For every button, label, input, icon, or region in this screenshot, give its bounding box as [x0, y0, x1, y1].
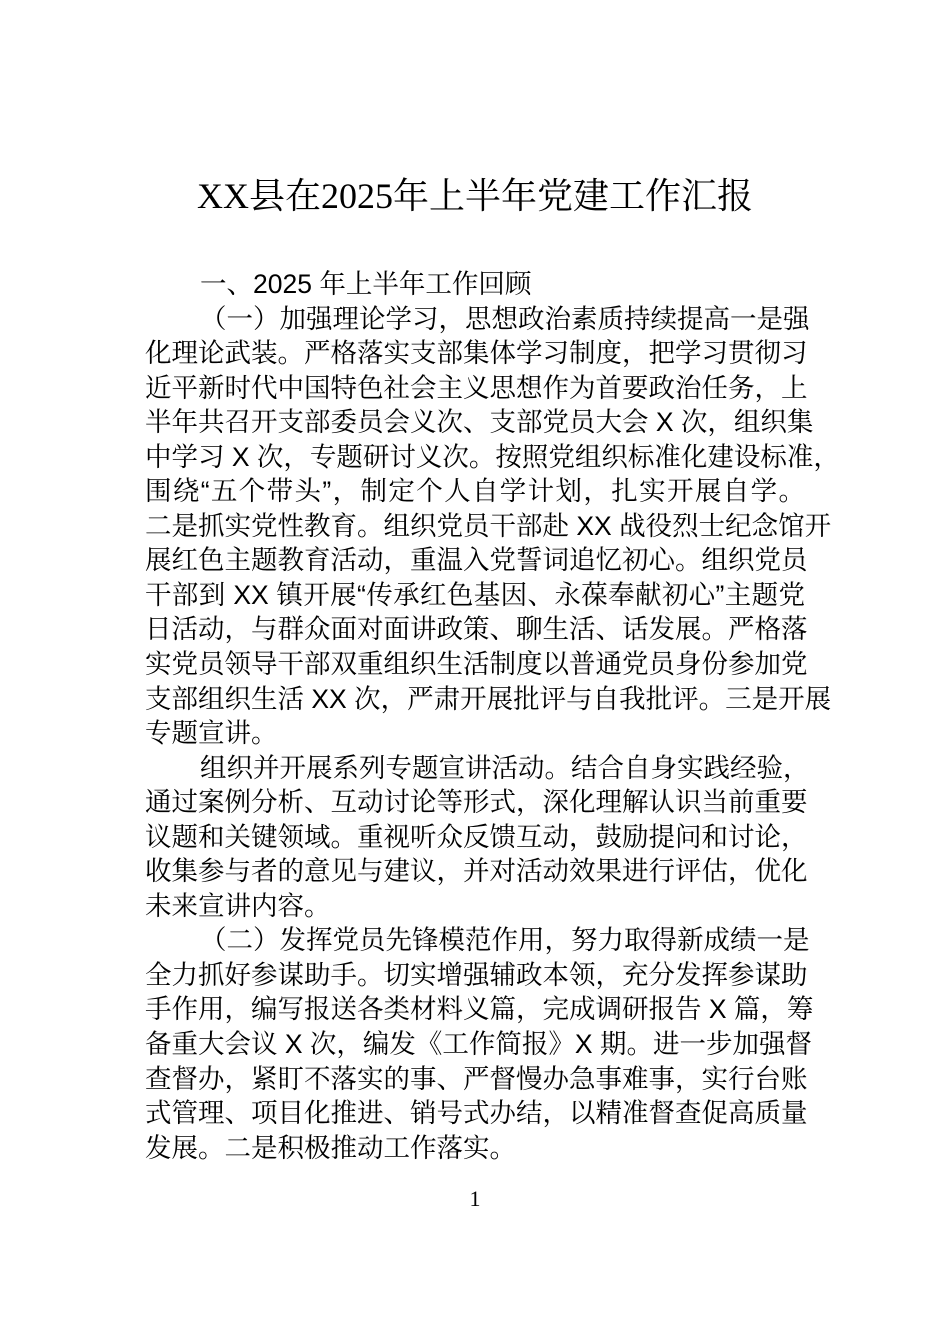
text-line: （二）发挥党员先锋模范作用，努力取得新成绩一是 — [200, 925, 810, 956]
text-line: 半年共召开支部委员会义次、支部党员大会 X 次，组织集 — [145, 407, 814, 438]
text-line: 化理论武装。严格落实支部集体学习制度，把学习贯彻习 — [145, 338, 808, 369]
text-line: 式管理、项目化推进、销号式办结，以精准督查促高质量 — [145, 1098, 808, 1129]
text-line: 支部组织生活 XX 次，严肃开展批评与自我批评。三是开展 — [145, 683, 832, 714]
text-line: 日活动，与群众面对面讲政策、聊生活、话发展。严格落 — [145, 614, 808, 645]
text-line: 展红色主题教育活动，重温入党誓词追忆初心。组织党员 — [145, 545, 808, 576]
text-line: 议题和关键领域。重视听众反馈互动，鼓励提问和讨论， — [145, 821, 808, 852]
text-line: 一、2025 年上半年工作回顾 — [200, 269, 532, 299]
page-number: 1 — [469, 1186, 481, 1211]
document-body — [145, 267, 840, 1165]
text-line: 查督办，紧盯不落实的事、严督慢办急事难事，实行台账 — [145, 1063, 808, 1094]
text-line: 收集参与者的意见与建议，并对活动效果进行评估，优化 — [145, 856, 808, 887]
text-line: 备重大会议 X 次，编发《工作简报》X 期。进一步加强督 — [145, 1029, 812, 1060]
paragraph — [145, 923, 814, 1165]
text-line: 干部到 XX 镇开展“传承红色基因、永葆奉献初心”主题党 — [145, 579, 805, 610]
text-line: 组织并开展系列专题宣讲活动。结合自身实践经验， — [200, 752, 810, 783]
text-line: 手作用，编写报送各类材料义篇，完成调研报告 X 篇，筹 — [145, 994, 814, 1025]
text-line: （一）加强理论学习，思想政治素质持续提高一是强 — [200, 303, 810, 334]
paragraph — [145, 751, 810, 924]
text-line: 中学习 X 次，专题研讨义次。按照党组织标准化建设标准， — [145, 441, 840, 472]
text-line: 通过案例分析、互动讨论等形式，深化理解认识当前重要 — [145, 787, 808, 818]
text-line: 近平新时代中国特色社会主义思想作为首要政治任务，上 — [145, 372, 808, 403]
text-line: 二是抓实党性教育。组织党员干部赴 XX 战役烈士纪念馆开 — [145, 510, 832, 541]
document-title: XX县在2025年上半年党建工作汇报 — [197, 176, 753, 216]
section-heading — [145, 267, 805, 302]
text-line: 全力抓好参谋助手。切实增强辅政本领，充分发挥参谋助 — [145, 959, 808, 990]
text-line: 围绕“五个带头”，制定个人自学计划，扎实开展自学。 — [145, 476, 805, 507]
text-line: 发展。二是积极推动工作落实。 — [145, 1132, 516, 1163]
text-line: 未来宣讲内容。 — [145, 890, 331, 921]
text-line: 专题宣讲。 — [145, 718, 278, 749]
text-line: 实党员领导干部双重组织生活制度以普通党员身份参加党 — [145, 649, 808, 680]
paragraph — [145, 302, 840, 751]
